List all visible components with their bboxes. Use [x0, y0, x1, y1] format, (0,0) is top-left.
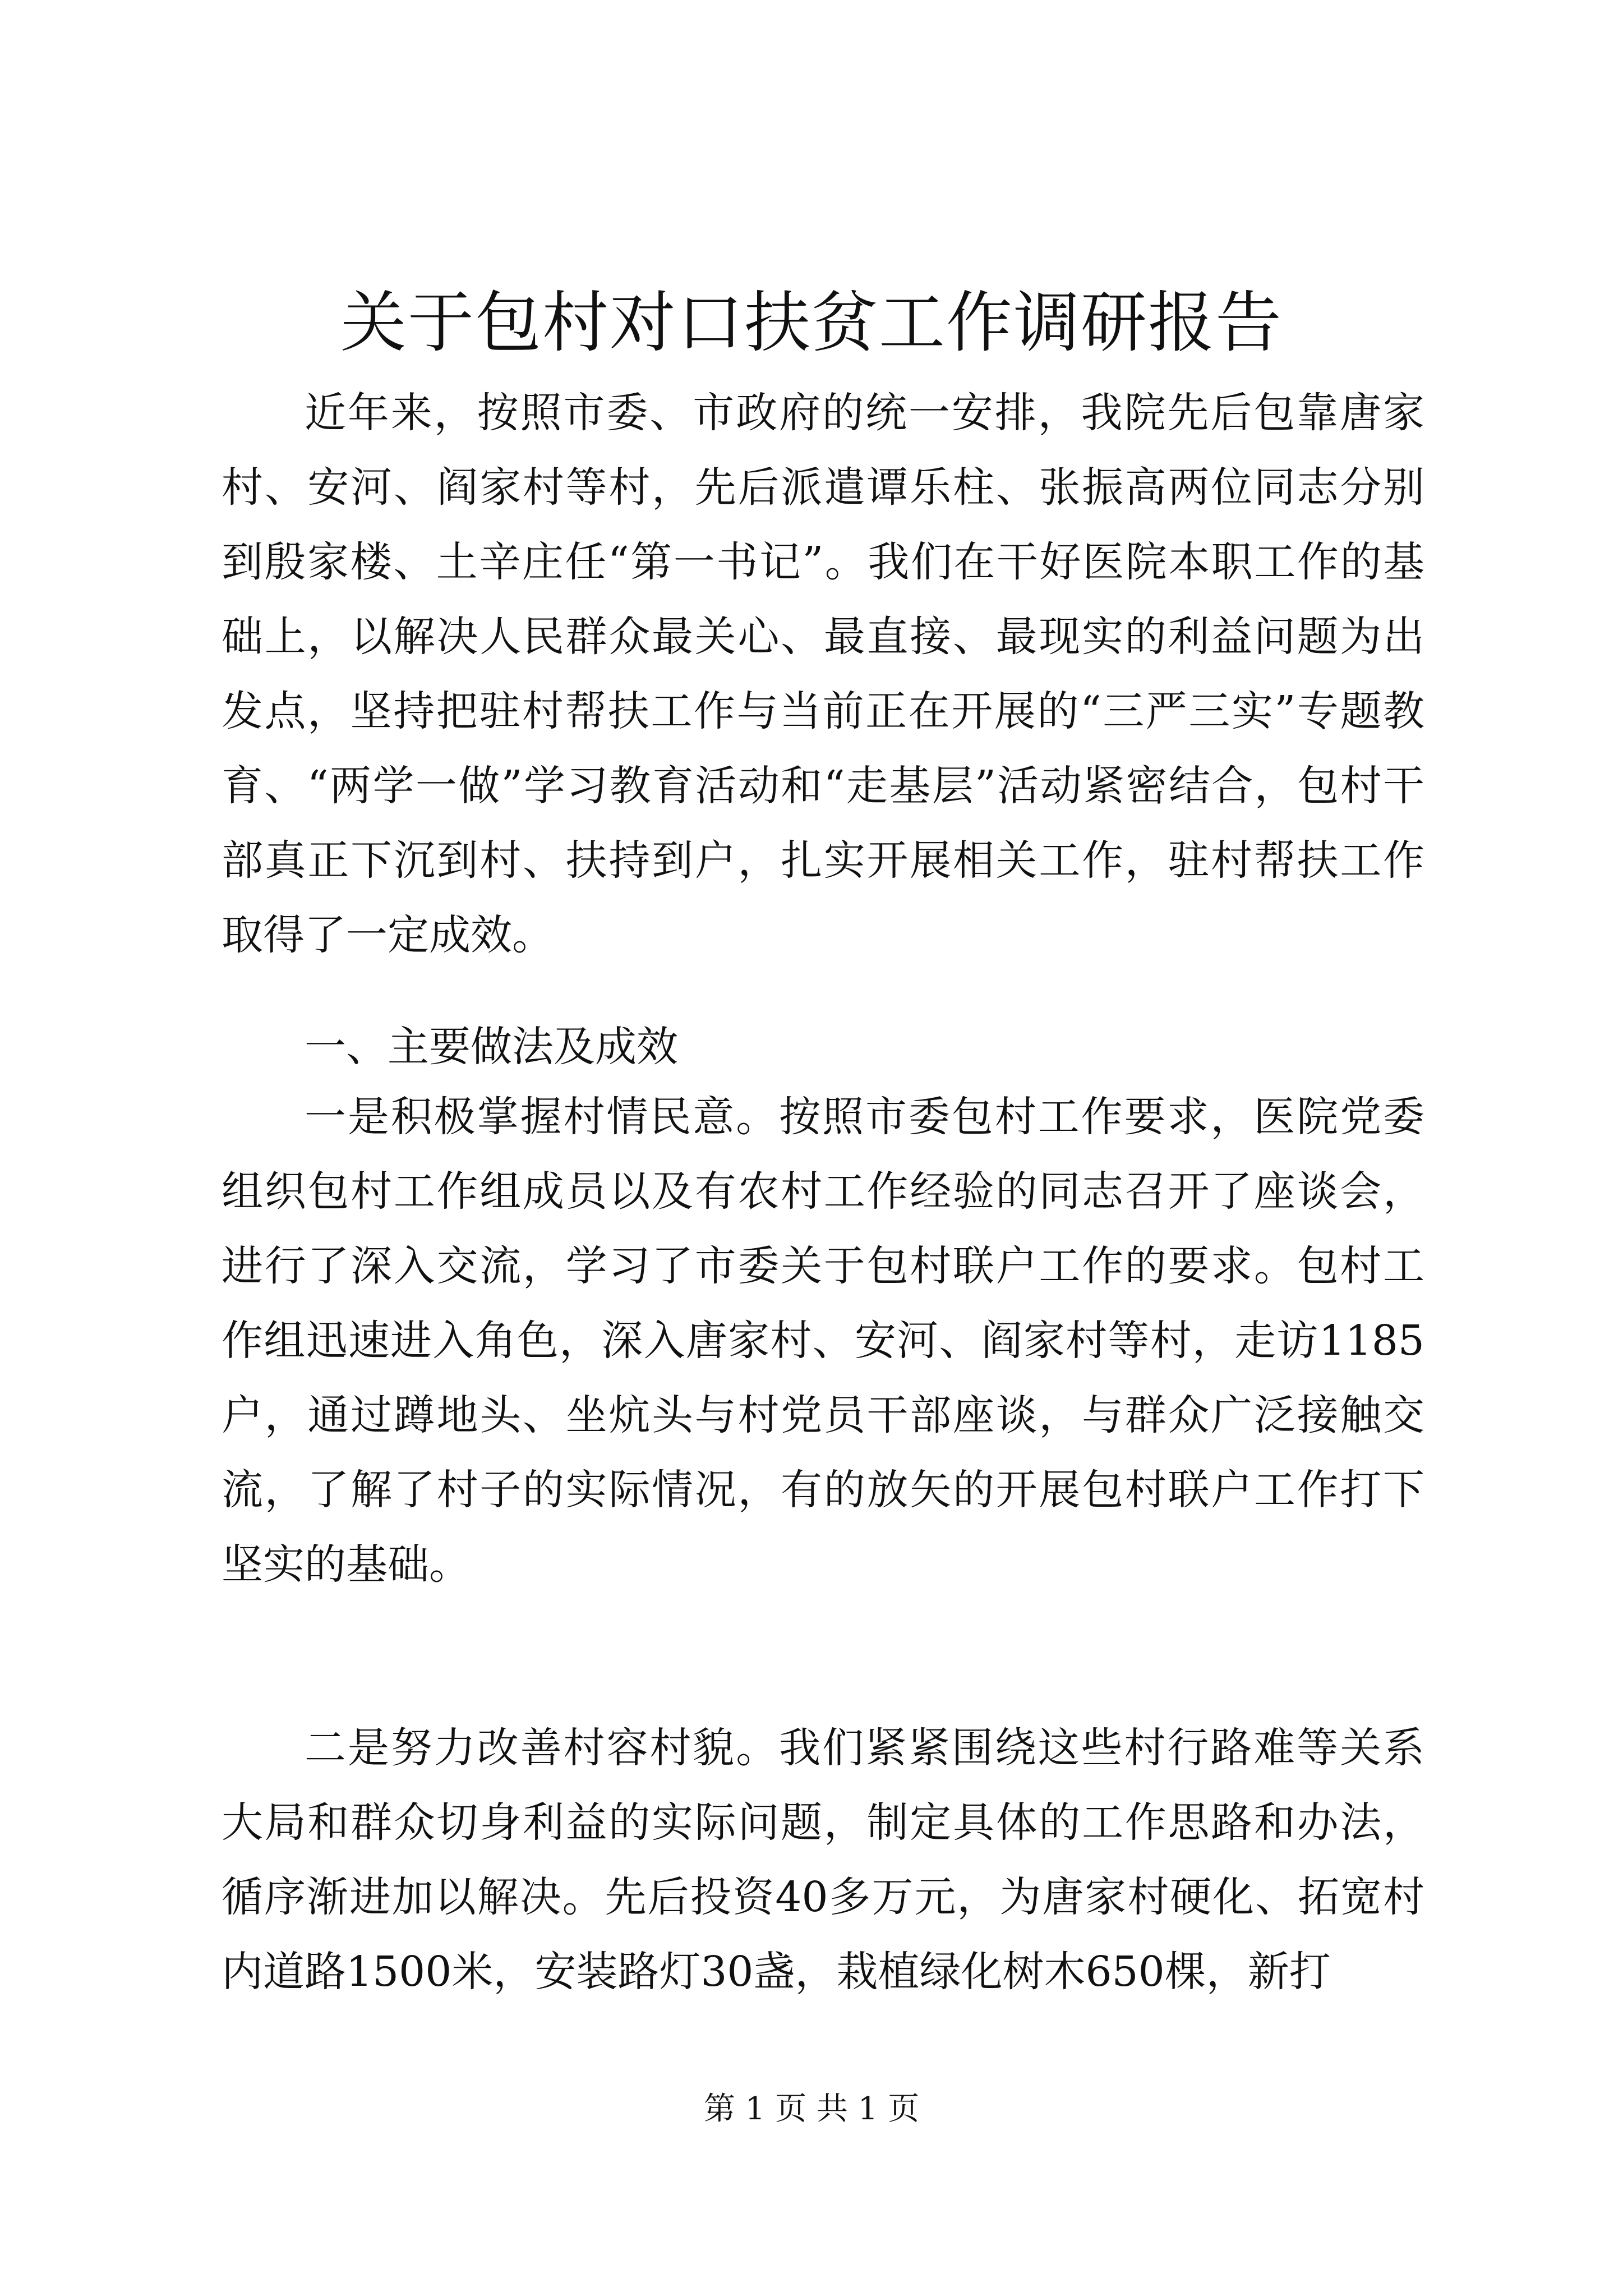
document-title: 关于包村对口扶贫工作调研报告	[340, 284, 1283, 361]
page-number-footer: 第 1 页 共 1 页	[703, 2091, 920, 2127]
paragraph-village-appearance: 二是努力改善村容村貌。我们紧紧围绕这些村行路难等关系大局和群众切身利益的实际问题，制定具体的工作思路和办法，循序渐进加以解决。先后投资40多万元，为唐家村硬化、拓宽村内道路1500米，安装路灯30盏，栽植绿化树木650棵，新打	[222, 1724, 1424, 1996]
paragraph-village-situation: 一是积极掌握村情民意。按照市委包村工作要求，医院党委组织包村工作组成员以及有农村工作经验的同志召开了座谈会，进行了深入交流，学习了市委关于包村联户工作的要求。包村工作组迅速进入角色，深入唐家村、安河、阎家村等村，走访1185户，通过蹲地头、坐炕头与村党员干部座谈，与群众广泛接触交流，了解了村子的实际情况，有的放矢的开展包村联户工作打下坚实的基础。	[222, 1093, 1424, 1589]
section-heading: 一、主要做法及成效	[305, 1023, 678, 1071]
intro-paragraph: 近年来，按照市委、市政府的统一安排，我院先后包靠唐家村、安河、阎家村等村，先后派遣谭乐柱、张振高两位同志分别到殷家楼、土辛庄任“第一书记”。我们在干好医院本职工作的基础上，以解决人民群众最关心、最直接、最现实的利益问题为出发点，坚持把驻村帮扶工作与当前正在开展的“三严三实”专题教育、“两学一做”学习教育活动和“走基层”活动紧密结合，包村干部真正下沉到村、扶持到户，扎实开展相关工作，驻村帮扶工作取得了一定成效。	[222, 389, 1424, 959]
